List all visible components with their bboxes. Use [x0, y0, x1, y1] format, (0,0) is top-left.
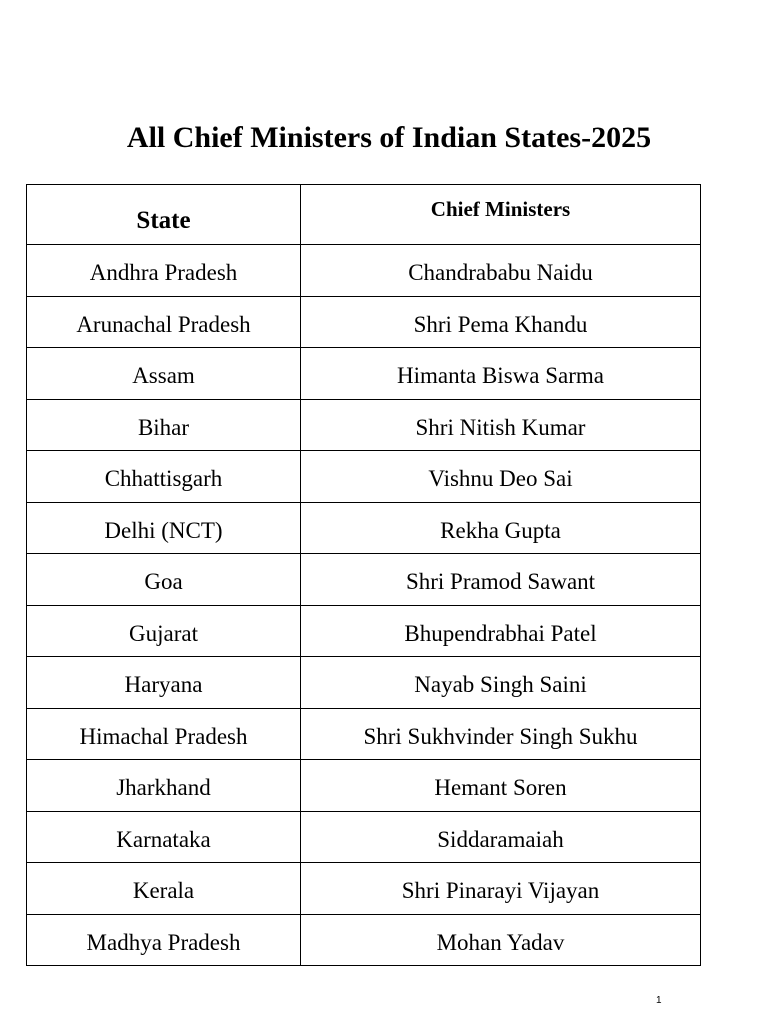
table-header-row: [27, 185, 701, 245]
chief-minister-cell: Himanta Biswa Sarma: [301, 348, 701, 400]
table-row: [27, 863, 701, 915]
table-row: [27, 811, 701, 863]
table-row: [27, 502, 701, 554]
table-row: [27, 296, 701, 348]
state-cell: Goa: [27, 554, 301, 606]
table-row: [27, 605, 701, 657]
state-cell: Arunachal Pradesh: [27, 296, 301, 348]
state-cell: Bihar: [27, 399, 301, 451]
state-cell: Kerala: [27, 863, 301, 915]
chief-minister-cell: Bhupendrabhai Patel: [301, 605, 701, 657]
table-row: [27, 399, 701, 451]
chief-minister-cell: Shri Pema Khandu: [301, 296, 701, 348]
state-cell: Himachal Pradesh: [27, 708, 301, 760]
state-cell: Karnataka: [27, 811, 301, 863]
chief-minister-cell: Rekha Gupta: [301, 502, 701, 554]
state-cell: Andhra Pradesh: [27, 245, 301, 297]
chief-minister-cell: Shri Nitish Kumar: [301, 399, 701, 451]
table-row: [27, 708, 701, 760]
table-row: [27, 657, 701, 709]
chief-minister-cell: Mohan Yadav: [301, 914, 701, 966]
chief-minister-cell: Vishnu Deo Sai: [301, 451, 701, 503]
chief-minister-cell: Siddaramaiah: [301, 811, 701, 863]
chief-minister-cell: Shri Pinarayi Vijayan: [301, 863, 701, 915]
chief-minister-cell: Shri Sukhvinder Singh Sukhu: [301, 708, 701, 760]
chief-ministers-table: [26, 184, 701, 966]
column-header-state: State: [27, 185, 301, 245]
chief-minister-cell: Hemant Soren: [301, 760, 701, 812]
state-cell: Delhi (NCT): [27, 502, 301, 554]
table-row: [27, 554, 701, 606]
table-row: [27, 245, 701, 297]
state-cell: Chhattisgarh: [27, 451, 301, 503]
chief-minister-cell: Shri Pramod Sawant: [301, 554, 701, 606]
chief-minister-cell: Nayab Singh Saini: [301, 657, 701, 709]
table-row: [27, 348, 701, 400]
chief-minister-cell: Chandrababu Naidu: [301, 245, 701, 297]
state-cell: Gujarat: [27, 605, 301, 657]
state-cell: Haryana: [27, 657, 301, 709]
state-cell: Jharkhand: [27, 760, 301, 812]
page-number: 1: [656, 995, 662, 1006]
state-cell: Assam: [27, 348, 301, 400]
table-row: [27, 451, 701, 503]
table-row: [27, 760, 701, 812]
column-header-chief-ministers: Chief Ministers: [301, 185, 701, 245]
table-row: [27, 914, 701, 966]
state-cell: Madhya Pradesh: [27, 914, 301, 966]
page-title: All Chief Ministers of Indian States-2025: [126, 121, 652, 154]
